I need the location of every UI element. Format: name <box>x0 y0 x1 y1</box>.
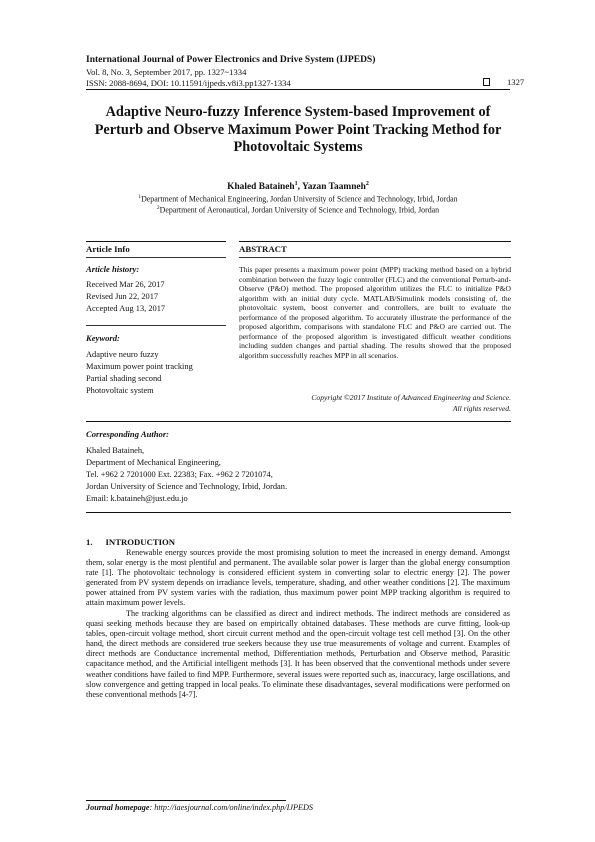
footer-rule <box>86 800 286 801</box>
history-accepted: Accepted Aug 13, 2017 <box>86 304 166 313</box>
header-rule <box>86 89 510 90</box>
keyword-item: Partial shading second <box>86 374 162 383</box>
affiliation-1 <box>86 194 510 204</box>
introduction-paragraph: Renewable energy sources provide the most promising solution to meet the increased in energy demand. Amongst them, solar energy is the most plentiful and permanent. The available solar power is larger than the global energy consumption rate [1]. The photovoltaic technology is considered efficient system in converting solar to electric energy [2]. The power generated from PV system depends on irradiance levels, temperature, shading, and other weather conditions [2]. The maximum power attained from PV system varies with the radiation, thus maximum power point MPP tracking algorithm is required to attain maximum power levels. <box>86 548 510 608</box>
affiliation-text: Department of Aeronautical, Jordan University of Science and Technology, Irbid, Jordan <box>159 205 440 215</box>
affiliation-2 <box>86 205 510 215</box>
affiliation-superscript: 1 <box>138 194 142 200</box>
introduction-heading: 1. INTRODUCTION <box>86 537 176 547</box>
history-heading: Article history: <box>86 264 140 274</box>
issn-line: ISSN: 2088-8694, DOI: 10.11591/ijpeds.v8i3.pp1327-1334 <box>86 78 291 88</box>
info-box-bottom-rule <box>86 421 511 422</box>
corresponding-heading: Corresponding Author: <box>86 429 170 439</box>
affiliation-superscript: 2 <box>156 205 160 211</box>
homepage-url[interactable]: : http://iaesjournal.com/online/index.php/IJPEDS <box>149 803 313 812</box>
abstract-rule <box>239 257 511 258</box>
abstract-top-rule <box>239 241 511 242</box>
author-superscript: 1 <box>294 181 298 187</box>
keyword-rule <box>86 325 226 326</box>
author-line <box>86 181 510 192</box>
article-info-top-rule <box>86 241 226 242</box>
corresponding-email[interactable]: Email: k.bataineh@just.edu.jo <box>86 494 188 503</box>
volume-line: Vol. 8, No. 3, September 2017, pp. 1327~1334 <box>86 67 247 77</box>
corresponding-line: Khaled Bataineh, <box>86 446 145 455</box>
paper-title: Adaptive Neuro-fuzzy Inference System-based Improvement of Perturb and Observe Maximum Power Point Tracking Method for Photovoltaic Systems <box>94 104 502 155</box>
abstract-heading: ABSTRACT <box>239 244 287 254</box>
keyword-heading: Keyword: <box>86 333 120 343</box>
copyright-line-1: Copyright ©2017 Institute of Advanced Engineering and Science. <box>311 393 511 402</box>
history-received: Received Mar 26, 2017 <box>86 280 165 289</box>
page-number: 1327 <box>507 77 525 87</box>
keyword-item: Adaptive neuro fuzzy <box>86 350 159 359</box>
journal-homepage[interactable] <box>86 803 313 812</box>
author-name: Yazan Taamneh <box>301 182 366 193</box>
homepage-label: Journal homepage <box>86 803 150 812</box>
copyright-line-2: All rights reserved. <box>452 404 511 413</box>
history-revised: Revised Jun 22, 2017 <box>86 292 159 301</box>
keyword-item: Maximum power point tracking <box>86 362 193 371</box>
article-info-rule <box>86 257 226 258</box>
author-name: Khaled Bataineh <box>227 182 295 193</box>
page-square-icon <box>483 78 490 86</box>
keyword-item: Photovoltaic system <box>86 386 154 395</box>
article-info-heading: Article Info <box>86 244 130 254</box>
corresponding-line: Department of Mechanical Engineering, <box>86 458 221 467</box>
introduction-paragraph: The tracking algorithms can be classified as direct and indirect methods. The indirect methods are considered as quasi seeking methods because they are based on empirically obtained databases. These methods are curve fitting, look-up tables, open-circuit voltage method, short circuit current method and the open-circuit voltage test cell method [3]. On the other hand, the direct methods are considered true seekers because they use true measurements of voltage and current. Examples of direct methods are Conductance incremental method, Differentiation methods, Perturbation and Observe method, Parasitic capacitance method, and the Artificial intelligent methods [3]. It has been observed that the conventional methods under severe weather conditions have failed to find MPP. Furthermore, several issues were reported such as, inaccuracy, large oscillations, and slow convergence and getting trapped in local peaks. To eliminate these disadvantages, several modifications were performed on these conventional methods [4-7]. <box>86 609 510 699</box>
corresponding-line: Jordan University of Science and Technology, Irbid, Jordan. <box>86 482 288 491</box>
journal-name: International Journal of Power Electronics and Drive System (IJPEDS) <box>86 55 376 65</box>
affiliation-text: Department of Mechanical Engineering, Jordan University of Science and Technology, Irbid, Jordan <box>141 194 458 204</box>
author-superscript: 2 <box>365 181 369 187</box>
corresponding-line: Tel. +962 2 7201000 Ext. 22383; Fax. +962 2 7201074, <box>86 470 273 479</box>
author-separator: , <box>297 182 302 193</box>
corresponding-bottom-rule <box>86 512 511 513</box>
abstract-body: This paper presents a maximum power point (MPP) tracking method based on a hybrid combination between the fuzzy logic controller (FLC) and the conventional Perturb-and-Observe (P&O) method. The proposed algorithm utilizes the FLC to initialize P&O algorithm with an initial duty cycle. MATLAB/Simulink models consisting of, the photovoltaic system, boost converter and controllers, are built to evaluate the performance of the proposed algorithm. To accurately illustrate the performance of the proposed algorithm, comparisons with standalone FLC and P&O are carried out. The performance of the proposed algorithm is investigated difficult weather conditions including sudden changes and partial shading. The results showed that the proposed algorithm successfully reaches MPP in all scenarios. <box>239 265 511 360</box>
